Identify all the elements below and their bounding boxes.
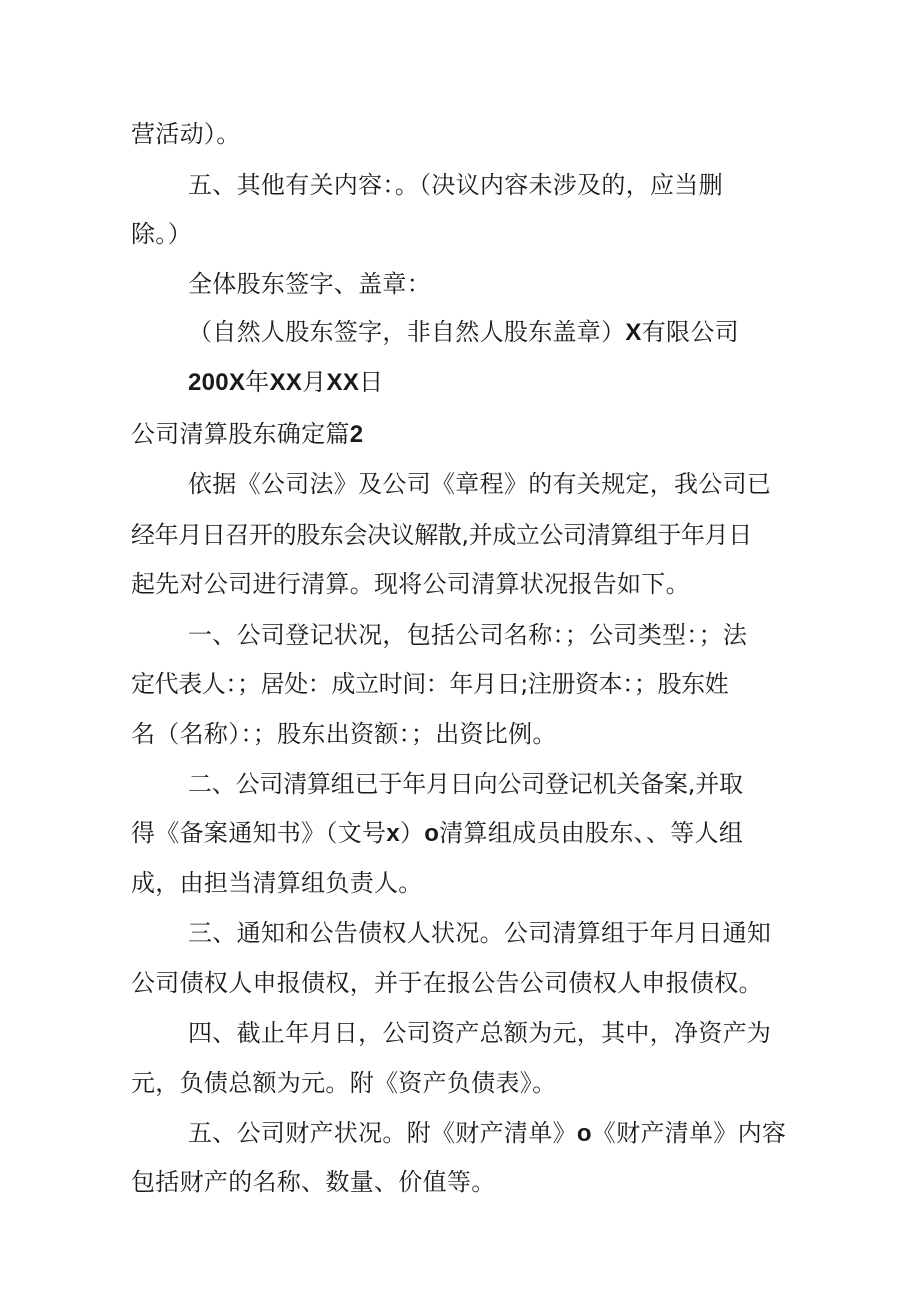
text-line: 五、其他有关内容：。（决议内容未涉及的，应当删 [188, 171, 723, 199]
text-line: 二、公司清算组已于年月日向公司登记机关备案,并取 [188, 770, 743, 798]
text-fragment: 清算组成员由股东、、等人组 [439, 819, 744, 847]
doc-number-placeholder: x [386, 820, 400, 847]
text-line [188, 1117, 786, 1150]
text-line: 一、公司登记状况，包括公司名称：；公司类型：；法 [188, 621, 748, 649]
company-placeholder: X [625, 319, 642, 346]
date-year-unit: 年 [245, 368, 270, 396]
section-title-text: 公司清算股东确定篇 [131, 420, 350, 448]
text-line: 起先对公司进行清算。现将公司清算状况报告如下。 [131, 570, 690, 598]
stray-mark: o [576, 1120, 592, 1147]
date-year: 200X [188, 369, 246, 396]
company-suffix: 有限公司 [641, 318, 739, 346]
text-fragment: 《财产清单》内容 [591, 1119, 787, 1147]
text-line: 包括财产的名称、数量、价值等。 [131, 1168, 496, 1196]
signature-note-text: （自然人股东签字，非自然人股东盖章） [188, 318, 626, 346]
signature-note [188, 316, 739, 349]
text-line [131, 817, 743, 850]
date-day-unit: 日 [359, 368, 384, 396]
date-day: XX [326, 369, 360, 396]
text-line: 公司债权人申报债权，并于在报公告公司债权人申报债权。 [131, 969, 763, 997]
text-line: 元，负债总额为元。附《资产负债表》。 [131, 1069, 557, 1097]
text-line: 成，由担当清算组负责人。 [131, 869, 423, 897]
date-line [188, 366, 383, 399]
section-title [131, 418, 363, 451]
text-line: 依据《公司法》及公司《章程》的有关规定，我公司已 [188, 470, 772, 498]
text-line: 四、截止年月日，公司资产总额为元，其中，净资产为 [188, 1019, 772, 1047]
section-number: 2 [349, 421, 364, 448]
date-month-unit: 月 [302, 368, 327, 396]
text-line: 除。） [131, 220, 192, 248]
text-fragment: 得《备案通知书》（文号 [131, 819, 387, 847]
text-fragment: 五、公司财产状况。附《财产清单》 [188, 1119, 577, 1147]
text-line: 三、通知和公告债权人状况。公司清算组于年月日通知 [188, 919, 772, 947]
signature-heading: 全体股东签字、盖章： [188, 270, 431, 298]
text-line: 名（名称）：；股东出资额：；出资比例。 [131, 720, 557, 748]
text-line: 营活动）。 [131, 120, 241, 148]
text-line: 定代表人：；居处：成立时间：年月日;注册资本：；股东姓 [131, 670, 729, 698]
date-month: XX [269, 369, 303, 396]
stray-mark: o [424, 820, 440, 847]
text-line: 经年月日召开的股东会决议解散,并成立公司清算组于年月日 [131, 521, 752, 549]
text-fragment: ） [399, 819, 425, 847]
